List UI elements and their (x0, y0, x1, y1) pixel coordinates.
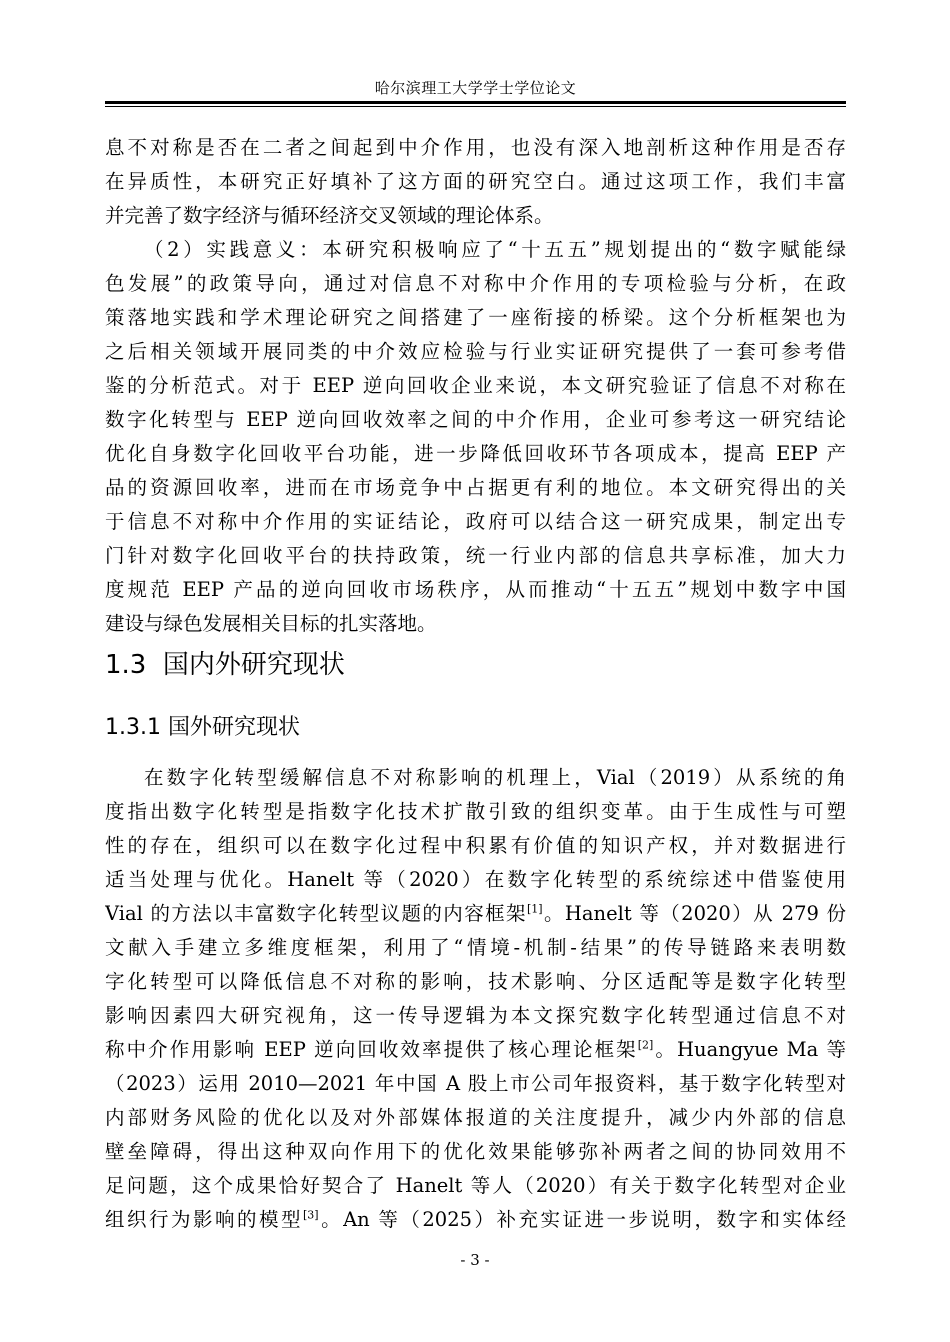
text-line (105, 897, 846, 931)
text-line: 文献入手建立多维度框架，利用了“情境-机制-结果”的传导链路来表明数 (105, 936, 846, 959)
text-line: （2）实践意义：本研究积极响应了“十五五”规划提出的“数字赋能绿 (144, 238, 846, 261)
text-line: 度指出数字化转型是指数字化技术扩散引致的组织变革。由于生成性与可塑 (105, 800, 846, 823)
paragraph-foreign-research (105, 761, 846, 1237)
text-segment: 。Huangyue Ma 等 (653, 1038, 846, 1061)
header-rule-thin (105, 106, 846, 107)
section-heading (105, 645, 345, 685)
header-rule-thick (105, 101, 846, 104)
paragraph-theoretical-significance-end (105, 131, 846, 233)
text-line: 门针对数字化回收平台的扶持政策，统一行业内部的信息共享标准，加大力 (105, 544, 846, 567)
paragraph-practical-significance (105, 233, 846, 641)
text-line: 适当处理与优化。Hanelt 等（2020）在数字化转型的系统综述中借鉴使用 (105, 868, 846, 891)
text-segment: 称中介作用影响 EEP 逆向回收效率提供了核心理论框架 (105, 1038, 638, 1061)
citation-ref: [1] (526, 902, 543, 916)
text-line: 性的存在，组织可以在数字化过程中积累有价值的知识产权，并对数据进行 (105, 834, 846, 857)
text-line: 之后相关领域开展同类的中介效应检验与行业实证研究提供了一套可参考借 (105, 340, 846, 363)
text-line: 内部财务风险的优化以及对外部媒体报道的关注度提升，减少内外部的信息 (105, 1106, 846, 1129)
text-line: 息不对称是否在二者之间起到中介作用，也没有深入地剖析这种作用是否存 (105, 136, 846, 159)
text-segment: 。An 等（2025）补充实证进一步说明，数字和实体经 (318, 1208, 846, 1231)
text-line: 在数字化转型缓解信息不对称影响的机理上，Vial（2019）从系统的角 (144, 766, 846, 789)
citation-ref: [2] (637, 1038, 654, 1052)
subsection-number: 1.3.1 (105, 715, 161, 740)
text-line: 策落地实践和学术理论研究之间搭建了一座衔接的桥梁。这个分析框架也为 (105, 306, 846, 329)
text-line: 数字化转型与 EEP 逆向回收效率之间的中介作用，企业可参考这一研究结论 (105, 408, 846, 431)
text-line: 于信息不对称中介作用的实证结论，政府可以结合这一研究成果，制定出专 (105, 510, 846, 533)
text-line: 品的资源回收率，进而在市场竞争中占据更有利的地位。本文研究得出的关 (105, 476, 846, 499)
text-line: 度规范 EEP 产品的逆向回收市场秩序，从而推动“十五五”规划中数字中国 (105, 578, 846, 601)
text-line: 在异质性，本研究正好填补了这方面的研究空白。通过这项工作，我们丰富 (105, 170, 846, 193)
text-line: 影响因素四大研究视角，这一传导逻辑为本文探究数字化转型通过信息不对 (105, 1004, 846, 1027)
text-line: 壁垒障碍，得出这种双向作用下的优化效果能够弥补两者之间的协同效用不 (105, 1140, 846, 1163)
text-line: （2023）运用 2010—2021 年中国 A 股上市公司年报资料，基于数字化转型对 (105, 1072, 846, 1095)
text-line (105, 1033, 846, 1067)
text-line: 字化转型可以降低信息不对称的影响，技术影响、分区适配等是数字化转型 (105, 970, 846, 993)
section-number: 1.3 (105, 650, 147, 680)
text-line: 建设与绿色发展相关目标的扎实落地。 (105, 612, 437, 635)
text-segment: 组织行为影响的模型 (105, 1208, 303, 1231)
text-segment: 。Hanelt 等（2020）从 279 份 (542, 902, 846, 925)
text-line: 色发展”的政策导向，通过对信息不对称中介作用的专项检验与分析，在政 (105, 272, 846, 295)
subsection-heading (105, 710, 300, 746)
text-line (105, 1203, 846, 1237)
running-header: 哈尔滨理工大学学士学位论文 (374, 79, 577, 97)
text-line: 并完善了数字经济与循环经济交叉领域的理论体系。 (105, 204, 554, 227)
page-number: - 3 - (460, 1251, 490, 1269)
text-line: 足问题，这个成果恰好契合了 Hanelt 等人（2020）有关于数字化转型对企业 (105, 1174, 846, 1197)
citation-ref: [3] (302, 1208, 319, 1222)
text-line: 鉴的分析范式。对于 EEP 逆向回收企业来说，本文研究验证了信息不对称在 (105, 374, 846, 397)
text-segment: Vial 的方法以丰富数字化转型议题的内容框架 (105, 902, 527, 925)
section-title: 国内外研究现状 (162, 650, 345, 680)
text-line: 优化自身数字化回收平台功能，进一步降低回收环节各项成本，提高 EEP 产 (105, 442, 846, 465)
subsection-title: 国外研究现状 (167, 715, 300, 740)
